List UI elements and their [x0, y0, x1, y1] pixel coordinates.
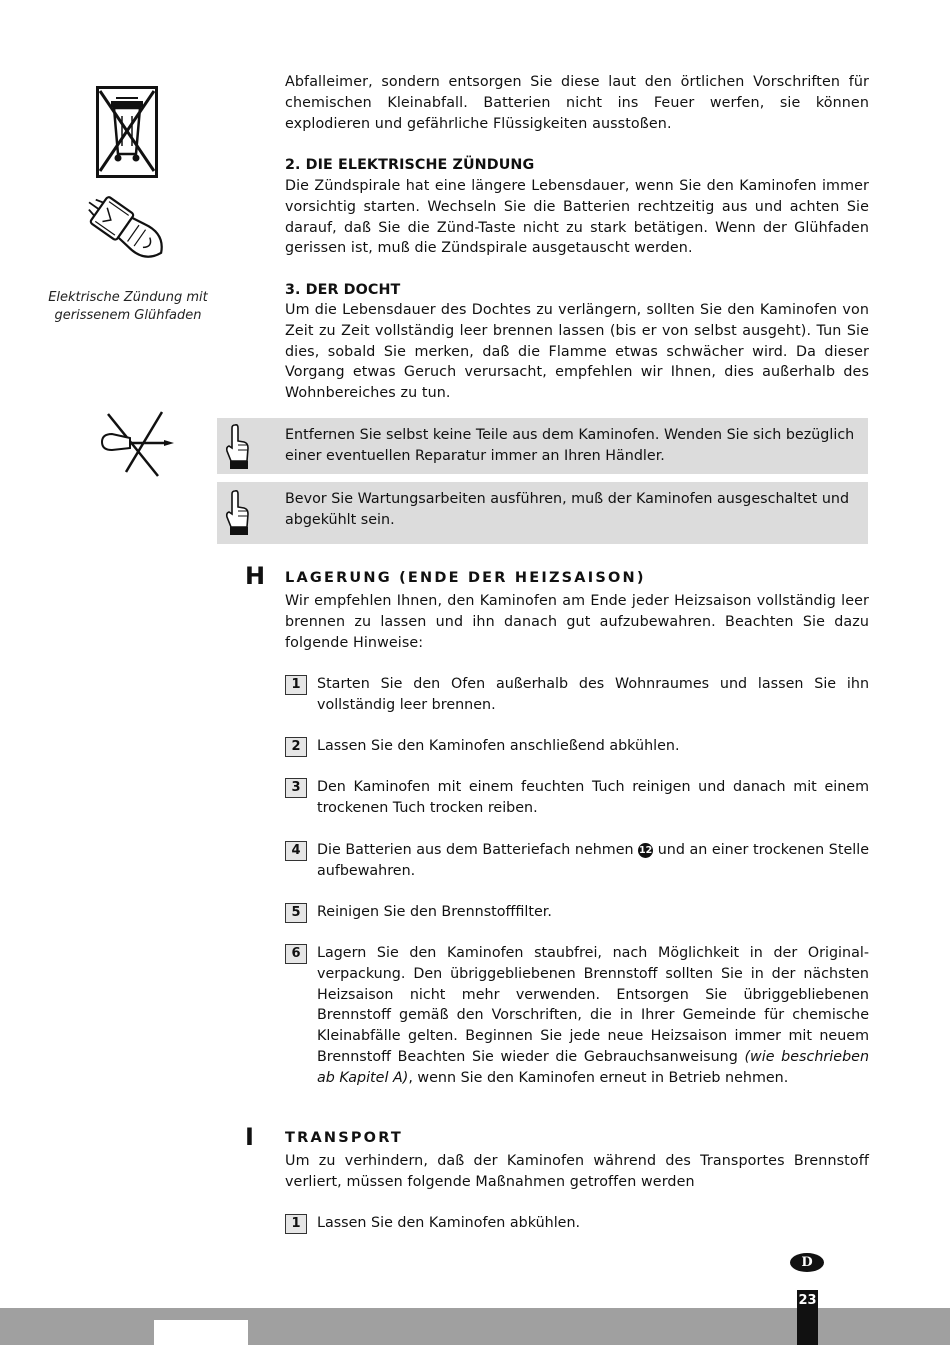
footer-spacer: [154, 1320, 248, 1345]
page-number: 23: [797, 1290, 818, 1345]
crossed-screwdriver-icon: [100, 408, 180, 484]
step-text: [317, 943, 869, 1089]
step-text: Lassen Sie den Kaminofen abkühlen.: [317, 1215, 581, 1231]
language-badge: D: [790, 1253, 824, 1272]
caption-line-2: gerissenem Glühfaden: [54, 308, 202, 323]
step-text-italic: (wie beschrieben ab Kapitel A): [317, 1048, 869, 1086]
step-text: Reinigen Sie den Brennstofffilter.: [317, 904, 552, 920]
step-text: Starten Sie den Ofen außerhalb des Wohnraumes und lassen Sie ihn vollständig leer brennen.: [317, 676, 869, 713]
ignition-heading: 2. DIE ELEKTRISCHE ZÜNDUNG: [285, 157, 535, 173]
section-i-letter: I: [245, 1123, 254, 1151]
step-text-part: Die Batterien aus dem Batteriefach nehmen: [317, 842, 634, 858]
step-number: 5: [285, 903, 307, 923]
step-number: 2: [285, 737, 307, 757]
warning-note-1: [217, 418, 868, 474]
ignition-bulb-icon: [78, 195, 182, 271]
wick-heading: 3. DER DOCHT: [285, 282, 401, 298]
intro-paragraph: Abfalleimer, sondern entsorgen Sie diese laut den örtlichen Vorschriften für chemischen Kleinabfall. Batterien nicht ins Feuer werfen, sie können explodieren und gefährliche Flüssigkeiten ausstoßen.: [285, 74, 869, 132]
step-number: 4: [285, 841, 307, 861]
step-text: Den Kaminofen mit einem feuchten Tuch reinigen und danach mit einem trockenen Tuch trocken reiben.: [317, 779, 869, 816]
section-i-intro: Um zu verhindern, daß der Kaminofen während des Transportes Brennstoff verliert, müssen folgende Maßnahmen getroffen werden: [285, 1153, 869, 1190]
pointing-hand-icon: [223, 489, 251, 541]
step-text: [317, 840, 869, 882]
step-text-part: Lagern Sie den Kaminofen staubfrei, nach Möglichkeit in der Originalverpackung. Den übriggebliebenen Brennstoff sollten Sie in der nächsten Heizsaison nicht mehr verwenden. Entsorgen Sie übriggebliebenen Brennstoff gemäß den Vorschriften, die in Ihrer Gemeinde für chemische Kleinabfälle gelten. Beginnen Sie jede neue Heizsaison immer mit neuem Brennstoff Beachten Sie wieder die Gebrauchsanweisung: [317, 945, 869, 1065]
warning-note-2: [217, 482, 868, 544]
step-number: 3: [285, 778, 307, 798]
pointing-hand-icon: [223, 423, 251, 475]
warning-note-1-text: Entfernen Sie selbst keine Teile aus dem Kaminofen. Wenden Sie sich bezüglich einer eventuellen Reparatur immer an Ihren Händler.: [285, 427, 855, 464]
crossed-bin-icon: [96, 86, 158, 182]
wick-paragraph: Um die Lebensdauer des Dochtes zu verlängern, sollten Sie den Kaminofen von Zeit zu Zeit vollständig leer brennen lassen (bis er von selbst ausgeht). Tun Sie dies, sobald Sie merken, daß die Flamme etwas schwächer wird. Da dieser Vorgang etwas Geruch verursacht, empfehlen wir Ihnen, dies außerhalb des Wohnbereiches zu tun.: [285, 302, 869, 402]
part-reference-badge: 12: [639, 845, 653, 856]
step-number: 1: [285, 1214, 307, 1234]
step-text: Lassen Sie den Kaminofen anschließend abkühlen.: [317, 738, 680, 754]
warning-note-2-text: Bevor Sie Wartungsarbeiten ausführen, muß der Kaminofen ausgeschaltet und abgekühlt sein.: [285, 491, 850, 528]
step-number: 6: [285, 944, 307, 964]
step-text-part: , wenn Sie den Kaminofen erneut in Betrieb nehmen.: [408, 1069, 789, 1086]
ignition-paragraph: Die Zündspirale hat eine längere Lebensdauer, wenn Sie den Kaminofen immer vorsichtig starten. Wechseln Sie die Batterien rechtzeitig aus und achten Sie darauf, daß Sie die Zünd-Taste nicht zu stark betätigen. Wenn der Glühfaden gerissen ist, muß die Zündspirale ausgetauscht werden.: [285, 178, 869, 257]
section-i-title: TRANSPORT: [285, 1130, 404, 1146]
caption-line-1: Elektrische Zündung mit: [48, 290, 208, 305]
section-h-title: LAGERUNG (ENDE DER HEIZSAISON): [285, 570, 646, 586]
step-text-part: und an einer trockenen Stelle aufbewahren.: [317, 842, 870, 879]
step-number: 1: [285, 675, 307, 695]
section-h-letter: H: [245, 562, 266, 590]
section-h-intro: Wir empfehlen Ihnen, den Kaminofen am Ende jeder Heizsaison vollständig leer brennen zu lassen und ihn danach gut aufzubewahren. Beachten Sie dazu folgende Hinweise:: [285, 593, 869, 651]
illustration-caption: [40, 289, 216, 325]
